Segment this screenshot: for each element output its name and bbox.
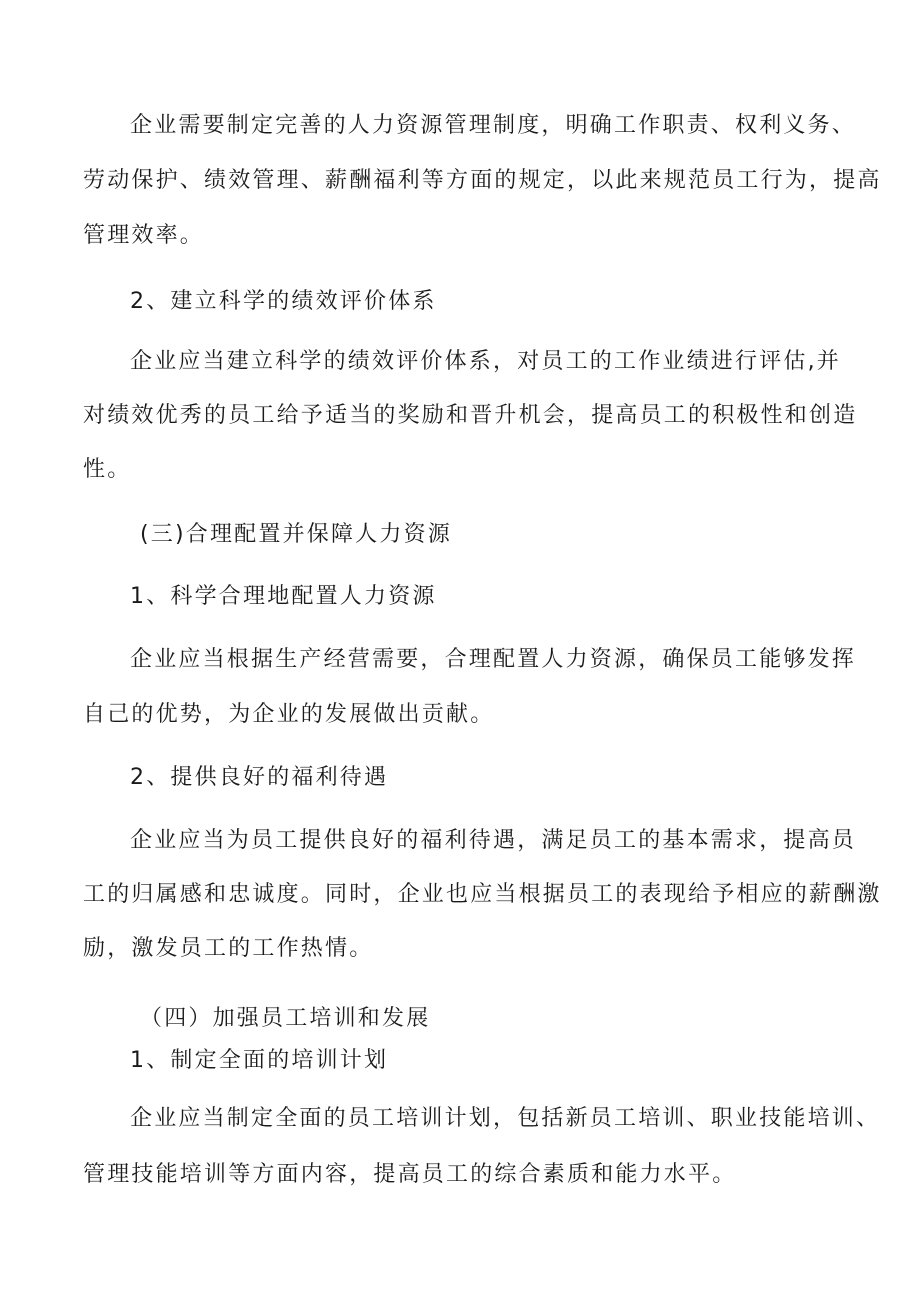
paragraph-line: 管理效率。 (83, 223, 205, 248)
paragraph-line: 励，激发员工的工作热情。 (83, 936, 374, 961)
paragraph-line: 性。 (83, 457, 132, 482)
paragraph-line: 企业应当建立科学的绩效评价体系，对员工的工作业绩进行评估,并 (130, 349, 841, 374)
paragraph-line: 管理技能培训等方面内容，提高员工的综合素质和能力水平。 (83, 1162, 737, 1187)
paragraph-line: 劳动保护、绩效管理、薪酬福利等方面的规定，以此来规范员工行为，提高 (83, 168, 882, 193)
paragraph-line: 企业应当制定全面的员工培训计划，包括新员工培训、职业技能培训、 (130, 1106, 881, 1131)
paragraph-line: 企业应当为员工提供良好的福利待遇，满足员工的基本需求，提高员 (130, 828, 857, 853)
subheading: 2、建立科学的绩效评价体系 (130, 289, 437, 314)
paragraph-line: 工的归属感和忠诚度。同时，企业也应当根据员工的表现给予相应的薪酬激 (83, 882, 882, 907)
subheading: 2、提供良好的福利待遇 (130, 765, 389, 790)
paragraph-line: 企业应当根据生产经营需要，合理配置人力资源，确保员工能够发挥 (130, 647, 857, 672)
paragraph-line: 自己的优势，为企业的发展做出贡献。 (83, 702, 495, 727)
paragraph-line: 企业需要制定完善的人力资源管理制度，明确工作职责、权利义务、 (130, 113, 857, 138)
subheading: 1、制定全面的培训计划 (130, 1048, 389, 1073)
section-heading: (三)合理配置并保障人力资源 (140, 522, 452, 547)
section-heading: （四）加强员工培训和发展 (140, 1006, 431, 1031)
subheading: 1、科学合理地配置人力资源 (130, 584, 437, 609)
paragraph-line: 对绩效优秀的员工给予适当的奖励和晋升机会，提高员工的积极性和创造 (83, 403, 858, 428)
